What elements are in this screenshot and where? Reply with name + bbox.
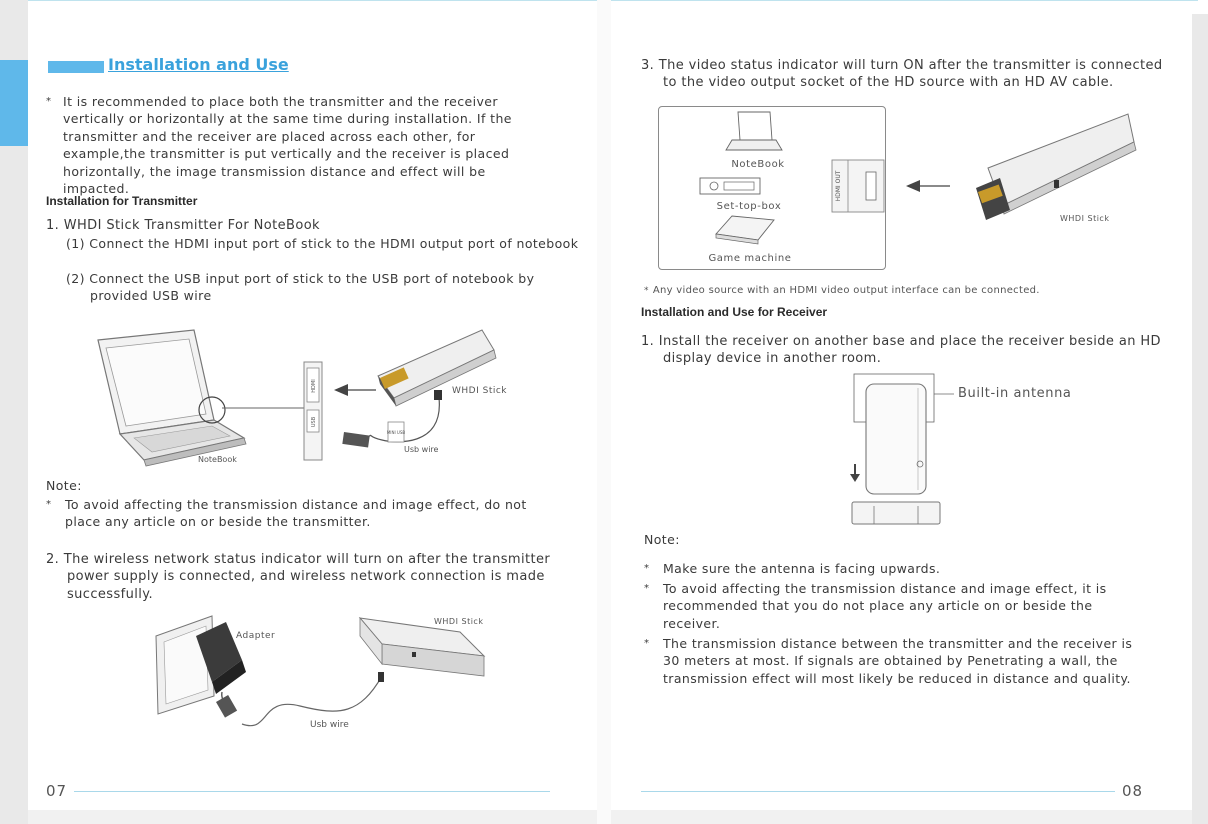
fig3-settop-label: Set-top-box: [716, 201, 782, 212]
step3-paragraph: 3. The video status indicator will turn ON after the transmitter is connected to the video output socket of the HD source with an HD AV cable.: [641, 58, 1163, 91]
bullet-icon: *: [644, 583, 650, 594]
receiver-device-icon: [866, 384, 926, 494]
side-tab: [0, 60, 28, 146]
note-label-left: Note:: [46, 478, 82, 493]
game-machine-icon: [716, 216, 774, 244]
set-top-box-icon: [700, 178, 760, 194]
antenna-label: Built-in antenna: [958, 386, 1072, 401]
note1-left: * To avoid affecting the transmission distance and image effect, do not place any article on or beside the transmitter.: [46, 497, 527, 530]
arrow-left-icon: [334, 384, 348, 396]
laptop-icon: [98, 330, 246, 466]
note-label-right: Note:: [644, 532, 680, 547]
laptop-icon: [726, 112, 782, 150]
top-line: [28, 0, 1198, 1]
port-plate: [304, 362, 322, 460]
figure-source-connection: [658, 106, 1128, 271]
step1-a: (1) Connect the HDMI input port of stick to the HDMI output port of notebook: [66, 236, 579, 251]
bullet-icon: *: [46, 499, 52, 510]
fig2-stick-label: WHDI Stick: [434, 617, 484, 626]
step2-paragraph: 2. The wireless network status indicator will turn on after the transmitter power supply is connected, and wireless network connection is made successfully.: [46, 552, 551, 602]
hdmi-out-label: HDMI OUT: [835, 170, 842, 202]
fig2-adapter-label: Adapter: [236, 631, 276, 641]
receiver-step1: 1. Install the receiver on another base and place the receiver beside an HD display device in another room.: [641, 334, 1161, 367]
step1-b: (2) Connect the USB input port of stick to the USB port of notebook by provided USB wire: [66, 271, 535, 304]
receiver-base-icon: [852, 502, 940, 524]
arrow-left-icon: [906, 180, 920, 192]
port-hdmi-label: HDMI: [311, 379, 317, 393]
bullet-icon: *: [644, 638, 650, 649]
page-number-left: 07: [46, 782, 68, 800]
fig3-stick-label: WHDI Stick: [1060, 214, 1110, 223]
figure-power-connection: [150, 606, 500, 736]
bullet-icon: *: [644, 563, 650, 574]
mini-usb-plug: [378, 672, 384, 682]
wall-outlet-icon: [156, 616, 214, 714]
page-spine: [597, 0, 611, 824]
whdi-stick-icon: [360, 618, 484, 676]
intro-paragraph: [46, 93, 554, 197]
fig1-notebook-label: NoteBook: [198, 455, 237, 464]
fig3-notebook-label: NoteBook: [731, 159, 785, 170]
fig3-game-label: Game machine: [708, 253, 792, 264]
port-usb-label: USB: [311, 416, 317, 428]
page-number-right: 08: [1122, 782, 1144, 800]
fig1-stick-label: WHDI Stick: [452, 386, 508, 396]
note-item-1: * Make sure the antenna is facing upwards.: [644, 561, 941, 576]
note-item-3: * The transmission distance between the transmitter and the receiver is 30 meters at most. If signals are obtained by Penetrating a wall, the transmission effect will most likely be reduced in distance and quality.: [644, 636, 1133, 686]
transmitter-heading: Installation for Transmitter: [46, 194, 198, 208]
usb-plug-icon: [216, 695, 237, 718]
receiver-heading: Installation and Use for Receiver: [641, 305, 828, 319]
right-gutter: [1192, 14, 1208, 824]
whdi-stick-icon: [976, 114, 1136, 220]
fig2-usb-label: Usb wire: [310, 720, 349, 730]
footer-rule-left: [74, 791, 550, 792]
fig1-usb-label: Usb wire: [404, 445, 439, 454]
bullet-icon: *: [46, 96, 52, 107]
mini-usb-plug: [434, 390, 442, 400]
step1-title: 1. WHDI Stick Transmitter For NoteBook: [46, 218, 320, 233]
bullet-icon: *: [644, 286, 649, 296]
port-mini-usb-label: MINI USB: [386, 430, 406, 435]
title-accent-bar: [48, 61, 104, 73]
arrow-down-icon: [850, 464, 860, 482]
intro-text: It is recommended to place both the transmitter and the receiver vertically or horizontally at the same time during installation. If the transmitter and the receiver are placed across each other, for example,the transmitter is put vertically and the receiver is placed horizontally, the image transmission distance and effect will be impacted.: [63, 94, 512, 197]
footer-rule-right: [641, 791, 1115, 792]
note-item-2: * To avoid affecting the transmission distance and image effect, it is recommended that you do not place any article on or beside the receiver.: [644, 581, 1107, 631]
section-title: Installation and Use: [108, 55, 289, 74]
source-note: * Any video source with an HDMI video output interface can be connected.: [644, 285, 1040, 296]
usb-plug-icon: [342, 432, 369, 448]
figure-notebook-connection: [94, 328, 514, 468]
hdmi-out-panel: [832, 160, 884, 212]
